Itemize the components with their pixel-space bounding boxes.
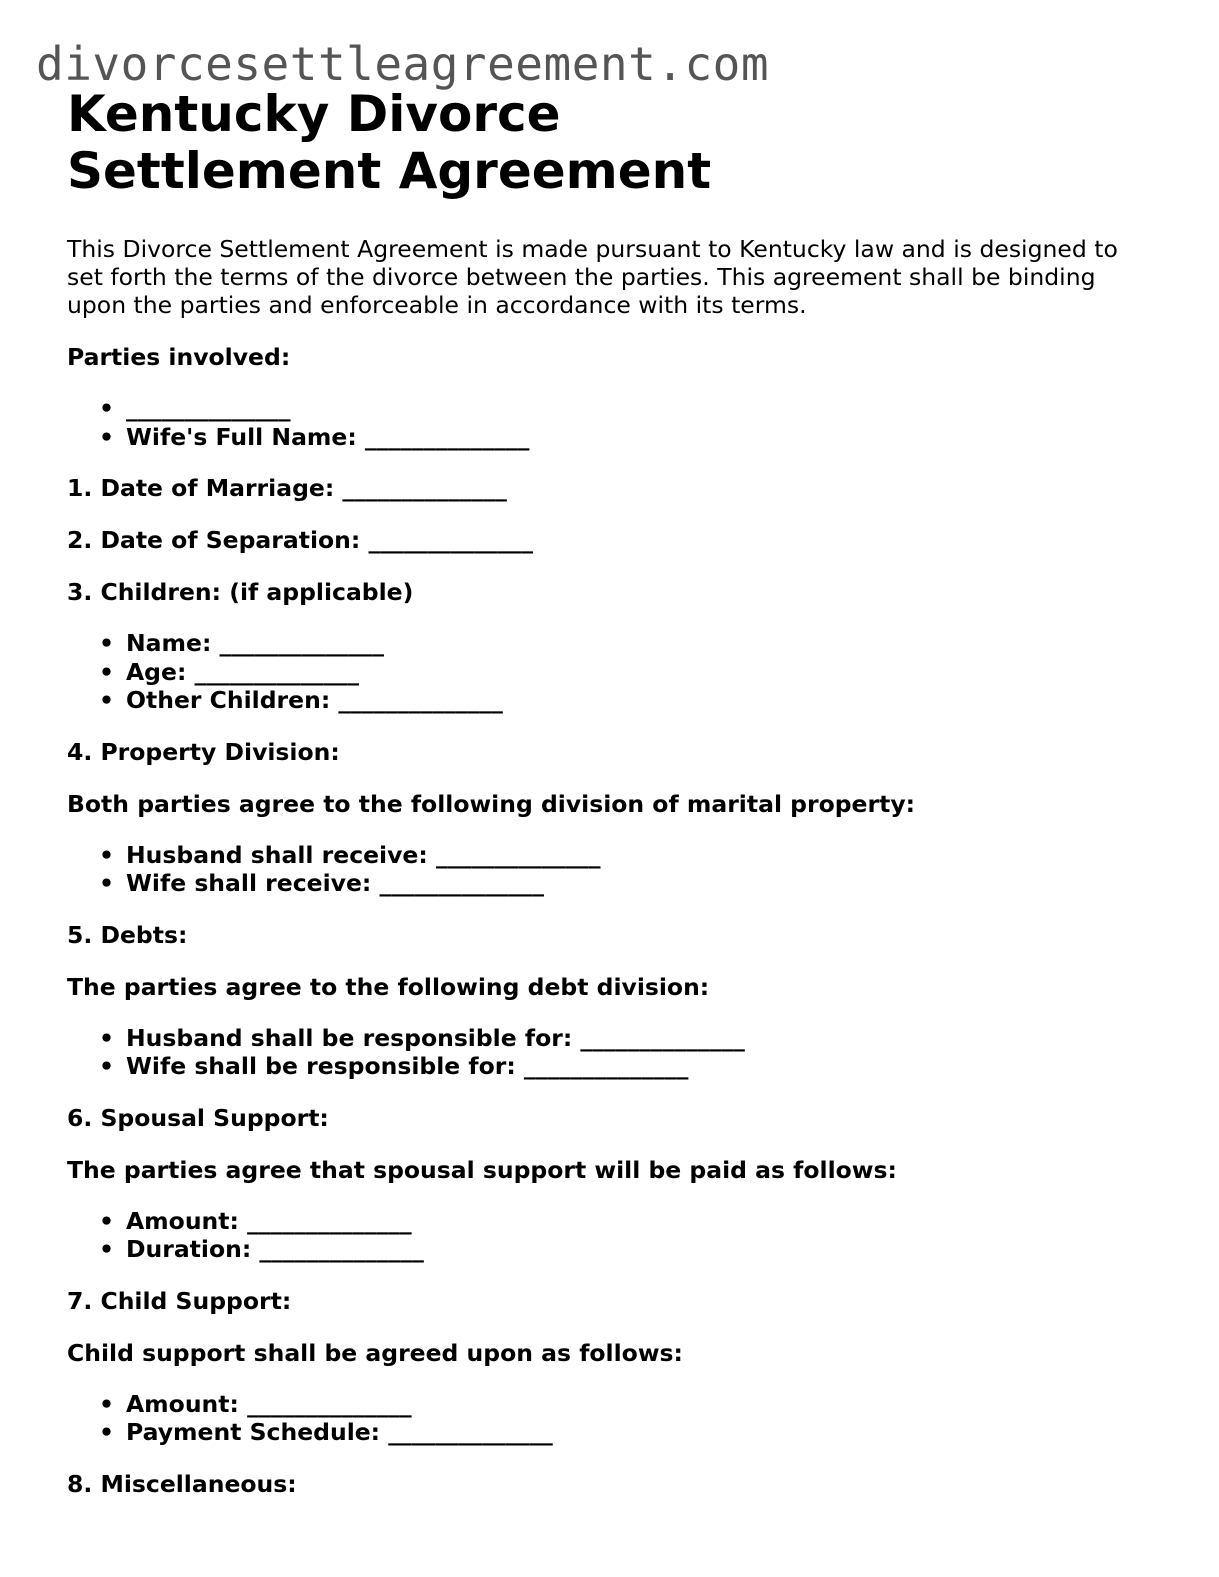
spousal-support-list bbox=[67, 1207, 1167, 1264]
miscellaneous-heading: 8. Miscellaneous: bbox=[67, 1469, 297, 1498]
bullet-icon: • bbox=[99, 1206, 115, 1235]
property-heading: 4. Property Division: bbox=[67, 737, 340, 766]
child-support-heading: 7. Child Support: bbox=[67, 1286, 292, 1315]
husband-debt-field: Husband shall be responsible for: ______________ bbox=[126, 1023, 745, 1052]
list-item bbox=[67, 1390, 1167, 1419]
list-item bbox=[67, 1418, 1167, 1447]
spousal-amount-field: Amount: ______________ bbox=[126, 1206, 412, 1235]
site-watermark: divorcesettleagreement.com bbox=[36, 37, 770, 91]
child-support-list bbox=[67, 1390, 1167, 1447]
date-of-separation: 2. Date of Separation: ______________ bbox=[67, 526, 533, 554]
child-age-field: Age: ______________ bbox=[126, 657, 360, 686]
bullet-icon: • bbox=[99, 840, 115, 869]
bullet-icon: • bbox=[99, 1418, 115, 1446]
wife-debt-field: Wife shall be responsible for: ______________ bbox=[126, 1052, 689, 1080]
list-item bbox=[67, 1235, 1167, 1264]
bullet-icon: • bbox=[99, 422, 115, 451]
list-item bbox=[67, 629, 1167, 658]
parties-list bbox=[67, 394, 1167, 451]
wife-receives-field: Wife shall receive: ______________ bbox=[126, 869, 544, 897]
parties-heading: Parties involved: bbox=[67, 343, 291, 371]
debts-heading: 5. Debts: bbox=[67, 920, 188, 949]
payment-schedule-field: Payment Schedule: ______________ bbox=[126, 1418, 553, 1446]
list-item bbox=[67, 1207, 1167, 1236]
child-name-field: Name: ______________ bbox=[126, 629, 385, 657]
intro-paragraph: This Divorce Settlement Agreement is made pursuant to Kentucky law and is designed to set forth the terms of the divorce between the parties. This agreement shall be binding upon the parties and enforceable in accordance with its terms. bbox=[67, 235, 1118, 319]
spousal-support-text: The parties agree that spousal support will be paid as follows: bbox=[67, 1155, 897, 1184]
list-item bbox=[67, 869, 1167, 898]
list-item bbox=[67, 1052, 1167, 1081]
list-item bbox=[67, 1024, 1167, 1053]
children-heading: 3. Children: (if applicable) bbox=[67, 578, 414, 606]
bullet-icon: • bbox=[99, 394, 115, 422]
child-support-amount-field: Amount: ______________ bbox=[126, 1389, 412, 1418]
document-title: Kentucky Divorce Settlement Agreement bbox=[67, 85, 712, 200]
list-item bbox=[67, 658, 1167, 687]
other-children-field: Other Children: ______________ bbox=[126, 686, 503, 714]
date-of-marriage: 1. Date of Marriage: ______________ bbox=[67, 474, 507, 502]
bullet-icon: • bbox=[99, 1389, 115, 1418]
list-item bbox=[67, 394, 1167, 423]
husband-receives-field: Husband shall receive: ______________ bbox=[126, 840, 601, 869]
property-text: Both parties agree to the following division of marital property: bbox=[67, 789, 916, 818]
bullet-icon: • bbox=[99, 629, 115, 657]
debts-text: The parties agree to the following debt division: bbox=[67, 972, 710, 1001]
wife-name-field: Wife's Full Name: ______________ bbox=[126, 422, 530, 451]
list-item bbox=[67, 841, 1167, 870]
child-support-text: Child support shall be agreed upon as follows: bbox=[67, 1338, 683, 1367]
spousal-support-heading: 6. Spousal Support: bbox=[67, 1103, 329, 1132]
spousal-duration-field: Duration: ______________ bbox=[126, 1235, 424, 1263]
bullet-icon: • bbox=[99, 869, 115, 897]
debts-list bbox=[67, 1024, 1167, 1081]
bullet-icon: • bbox=[99, 1235, 115, 1263]
bullet-icon: • bbox=[99, 686, 115, 714]
list-item bbox=[67, 686, 1167, 715]
children-list bbox=[67, 629, 1167, 715]
document-body bbox=[67, 86, 1167, 1498]
list-item bbox=[67, 423, 1167, 452]
bullet-icon: • bbox=[99, 1052, 115, 1080]
husband-name-blank: ______________ bbox=[126, 394, 291, 422]
bullet-icon: • bbox=[99, 1023, 115, 1052]
bullet-icon: • bbox=[99, 657, 115, 686]
property-list bbox=[67, 841, 1167, 898]
